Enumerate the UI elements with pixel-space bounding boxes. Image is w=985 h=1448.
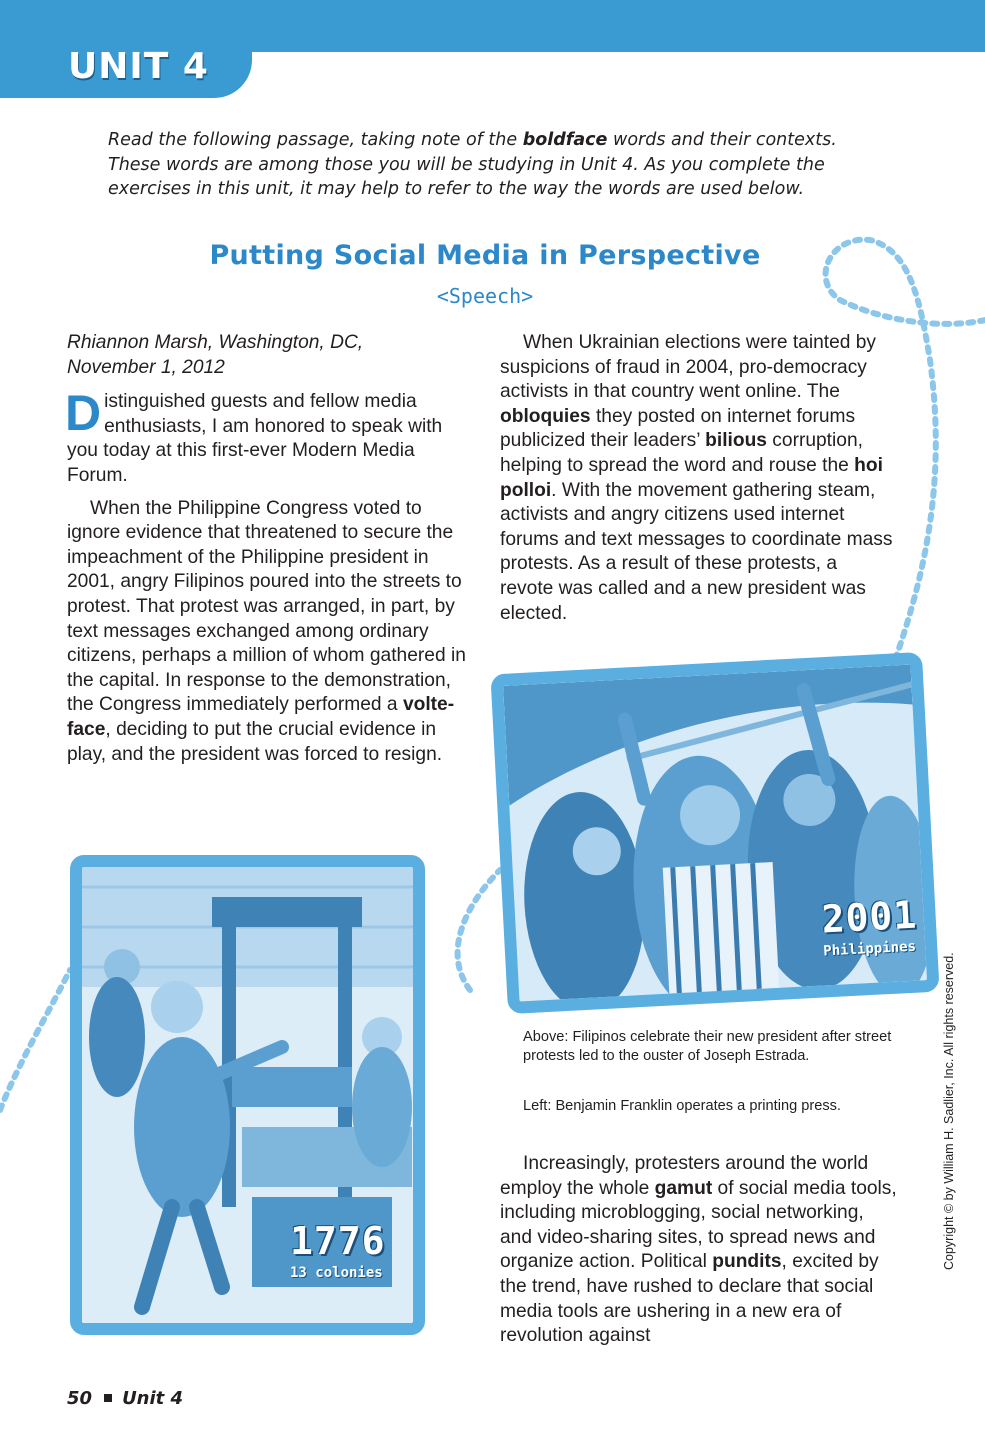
square-bullet-icon	[104, 1394, 112, 1402]
unit-title: UNIT 4	[68, 46, 209, 87]
paragraph-1	[65, 385, 472, 488]
paragraph-3-text-a: When Ukrainian elections were tainted by suspicions of fraud in 2004, pro-democracy activists in that country went online. The	[500, 332, 877, 403]
drop-cap: D	[65, 385, 102, 442]
photo-year-1776: 1776	[290, 1219, 386, 1263]
vocab-obloquies: obloquies	[500, 405, 591, 427]
article-title: Putting Social Media in Perspective	[209, 240, 761, 271]
article-genre: <Speech>	[436, 284, 534, 308]
paragraph-4-text-b: of social media tools, including microblogging, social networking, and video-sharing sites, to spread news and organize action. Political	[500, 1177, 897, 1273]
page-number: 50	[67, 1388, 93, 1409]
paragraph-3-text-b: they posted on internet forums publicized their leaders’	[500, 405, 856, 452]
intro-bold: boldface	[522, 130, 608, 150]
column-left	[67, 331, 472, 767]
vocab-pundits: pundits	[712, 1251, 782, 1273]
paragraph-4-text-c: , excited by the trend, have rushed to declare that social media tools are ushering in a new era of revolution against	[500, 1251, 879, 1347]
byline-line-2: November 1, 2012	[67, 356, 225, 378]
intro-after: words and their contexts. These words are among those you will be studying in Unit 4. As you complete the exercises in this unit, it may help to refer to the way the words are used below.	[108, 130, 837, 199]
byline-line-1: Rhiannon Marsh, Washington, DC,	[67, 332, 364, 353]
paragraph-2-text-a: When the Philippine Congress voted to ignore evidence that threatened to secure the impeachment of the Philippine president in 2001, angry Filipinos poured into the streets to protest. That protest was arranged, in part, by text messages exchanged among ordinary citizens, perhaps a million of whom gathered in the capital. In response to the demonstration, the Congress immediately performed a	[67, 497, 466, 716]
column-right-bottom	[500, 1152, 900, 1349]
paragraph-4-text-a: Increasingly, protesters around the world employ the whole	[500, 1153, 869, 1199]
paragraph-1-text: istinguished guests and fellow media enthusiasts, I am honored to speak with you today at this first-ever Modern Media Forum.	[67, 391, 443, 486]
vocab-hoi-polloi: hoi polloi	[500, 454, 883, 501]
paragraph-2	[67, 497, 472, 768]
paragraph-3-text-d: . With the movement gathering steam, activists and angry citizens used internet forums and text messages to coordinate mass protests. As a result of these protests, a revote was called and a new president was elected.	[500, 479, 893, 624]
photo-philippines-protest	[490, 652, 939, 1014]
paragraph-4	[500, 1152, 900, 1349]
vocab-volte-face: volte-face	[67, 694, 455, 740]
footer-unit-label: Unit 4	[122, 1388, 184, 1409]
page-footer	[67, 1388, 183, 1409]
byline	[67, 331, 472, 380]
photo-franklin-printing-press	[70, 855, 425, 1335]
vocab-bilious: bilious	[705, 430, 767, 452]
paragraph-2-text-b: , deciding to put the crucial evidence in play, and the president was forced to resign.	[67, 718, 443, 765]
photo-year-2001: 2001	[820, 892, 919, 942]
column-right	[500, 331, 895, 626]
caption-above: Above: Filipinos celebrate their new president after street protests led to the ouster of Joseph Estrada.	[523, 1029, 892, 1065]
intro-instructions	[108, 128, 868, 202]
photo-place-13-colonies: 13 colonies	[290, 1265, 383, 1281]
vocab-gamut: gamut	[654, 1177, 713, 1199]
caption-left: Left: Benjamin Franklin operates a printing press.	[523, 1098, 841, 1114]
paragraph-3-text-c: corruption, helping to spread the word and rouse the	[500, 430, 863, 476]
intro-before: Read the following passage, taking note of the	[108, 130, 523, 150]
photo-place-philippines: Philippines	[822, 938, 917, 960]
paragraph-3	[500, 331, 895, 626]
copyright-notice: Copyright © by William H. Sadlier, Inc. All rights reserved.	[942, 952, 956, 1270]
